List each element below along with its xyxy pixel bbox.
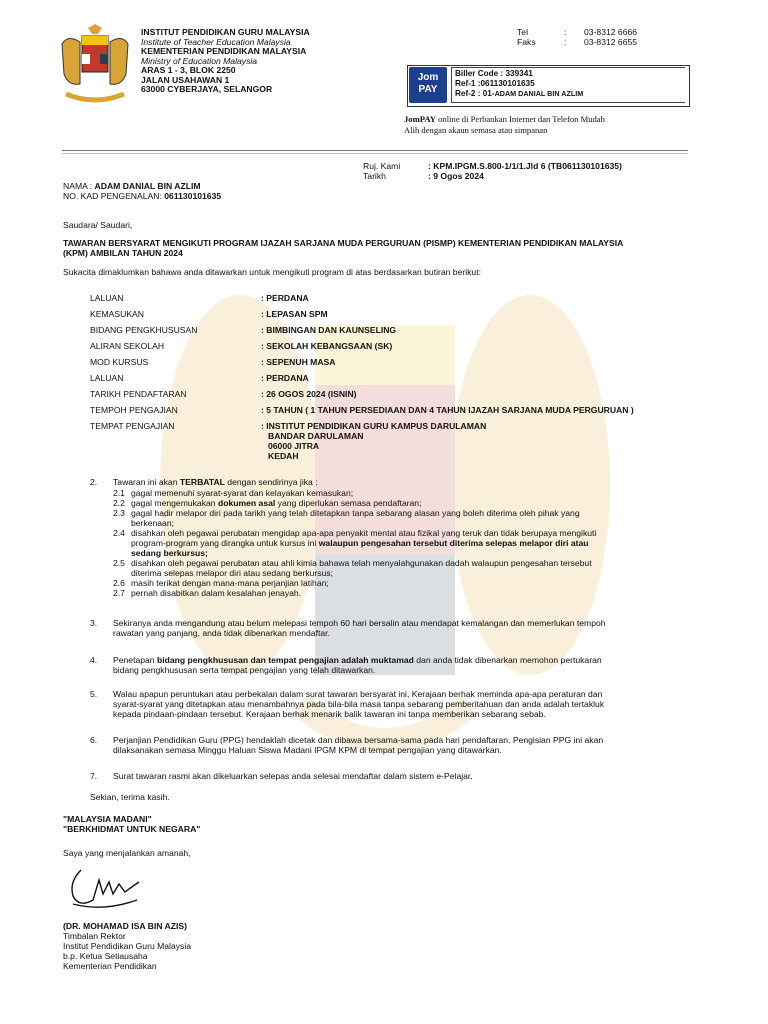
ref1: Ref-1 :061130101635 <box>455 79 535 88</box>
jompay-note-2: Alih dengan akaun semasa atau simpanan <box>404 125 548 135</box>
para-6-text: Perjanjian Pendidikan Guru (PPG) hendaklah dicetak dan dibawa bersama-sama pada hari pendaftaran. Pengisian PPG ini akan <box>113 735 604 745</box>
signatory-title: Institut Pendidikan Guru Malaysia <box>63 941 192 951</box>
item-text: disahkan oleh pegawai perubatan mengidap apa-apa penyakit mental atau fizikal yang teruk dan tidak berupaya mengikuti <box>131 528 597 538</box>
item-text: disahkan oleh pegawai perubatan atau ahli kimia bahawa telah menyalahgunakan dadah walaupun pengesahan tersebut <box>131 558 592 568</box>
para-4-text: Penetapan bidang pengkhususan dan tempat pengajian adalah muktamad dan anda tidak dibenarkan memohon pertukaran <box>113 655 602 665</box>
detail-value: : INSTITUT PENDIDIKAN GURU KAMPUS DARULAMAN <box>261 421 487 431</box>
address-line: JALAN USAHAWAN 1 <box>141 75 230 85</box>
detail-label: BIDANG PENGKHUSUSAN <box>90 325 198 335</box>
date-value: : 9 Ogos 2024 <box>428 171 484 181</box>
divider <box>62 153 688 154</box>
date-label: Tarikh <box>363 171 386 181</box>
closing: Sekian, terima kasih. <box>90 792 170 802</box>
subject-line: (KPM) AMBILAN TAHUN 2024 <box>63 248 183 258</box>
item-number: 2.1 <box>113 488 125 498</box>
detail-value: : 5 TAHUN ( 1 TAHUN PERSEDIAAN DAN 4 TAHUN IJAZAH SARJANA MUDA PERGURUAN ) <box>261 405 634 415</box>
para-number: 5. <box>90 689 98 699</box>
item-number: 2.5 <box>113 558 125 568</box>
para-number: 4. <box>90 655 98 665</box>
para-2-lead: Tawaran ini akan TERBATAL dengan sendirinya jika : <box>113 477 318 487</box>
item-number: 2.3 <box>113 508 125 518</box>
tel-label: Tel <box>517 27 528 37</box>
motto: "BERKHIDMAT UNTUK NEGARA" <box>63 824 201 834</box>
motto: "MALAYSIA MADANI" <box>63 814 152 824</box>
institute-name-en: Institute of Teacher Education Malaysia <box>141 37 291 47</box>
ref2: Ref-2 : 01-ADAM DANIAL BIN AZLIM <box>455 89 584 98</box>
ruj-label: Ruj. Kami <box>363 161 401 171</box>
detail-label: LALUAN <box>90 293 124 303</box>
para-5-text: syarat-syarat yang ditetapkan atau menambahnya pada bila-bila masa tanpa sebarang pemberitahuan dan anda adalah tertakluk <box>113 699 605 709</box>
item-text: pernah disabitkan dalam kesalahan jenayah. <box>131 588 302 598</box>
place-line: BANDAR DARULAMAN <box>268 431 364 441</box>
separator: : <box>564 27 567 37</box>
detail-label: ALIRAN SEKOLAH <box>90 341 165 351</box>
detail-label: KEMASUKAN <box>90 309 144 319</box>
item-text: gagal hadir melapor diri pada tarikh yang telah ditetapkan tanpa sebarang alasan yang boleh diterima oleh pihak yang <box>131 508 580 518</box>
detail-value: : SEKOLAH KEBANGSAAN (SK) <box>261 341 393 351</box>
biller-code: Biller Code : 339341 <box>455 69 533 78</box>
detail-value: : BIMBINGAN DAN KAUNSELING <box>261 325 397 335</box>
item-text: berkenaan; <box>131 518 175 528</box>
detail-value: : SEPENUH MASA <box>261 357 336 367</box>
jompay-note: JomPAY online di Perbankan Internet dan Telefon Mudah <box>404 114 605 124</box>
para-3-text: Sekiranya anda mengandung atau belum melepasi tempoh 60 hari bersalin atau mendapat kemalangan dan memerlukan tempoh <box>113 618 606 628</box>
para-5-text: kepada pindaan-pindaan tersebut. Kerajaan berhak menarik balik tawaran ini tanpa memberikan sebarang sebab. <box>113 709 546 719</box>
ministry-name: KEMENTERIAN PENDIDIKAN MALAYSIA <box>141 46 307 56</box>
para-number: 7. <box>90 771 98 781</box>
address-line: 63000 CYBERJAYA, SELANGOR <box>141 84 273 94</box>
jompay-logo: Jom PAY <box>409 67 447 103</box>
recipient-ic: NO. KAD PENGENALAN: 061130101635 <box>63 191 222 201</box>
malaysia-crest-icon <box>58 24 132 104</box>
signatory-name: (DR. MOHAMAD ISA BIN AZIS) <box>63 921 187 931</box>
ruj-value: : KPM.IPGM.S.800-1/1/1.Jld 6 (TB061130101635) <box>428 161 622 171</box>
detail-label: TEMPOH PENGAJIAN <box>90 405 178 415</box>
amanah-text: Saya yang menjalankan amanah, <box>63 848 191 858</box>
detail-value: : 26 OGOS 2024 (ISNIN) <box>261 389 357 399</box>
item-number: 2.6 <box>113 578 125 588</box>
item-text: sedang berkursus; <box>131 548 208 558</box>
para-5-text: Walau apapun peruntukan atau perbekalan dalam surat tawaran bersyarat ini, Kerajaan berhak meminda apa-apa peraturan dan <box>113 689 603 699</box>
para-number: 2. <box>90 477 98 487</box>
item-text: gagal memenuhi syarat-syarat dan kelayakan kemasukan; <box>131 488 354 498</box>
divider <box>62 150 688 151</box>
recipient-name: NAMA : ADAM DANIAL BIN AZLIM <box>63 181 201 191</box>
para-number: 3. <box>90 618 98 628</box>
fax-number: 03-8312 6655 <box>584 37 638 47</box>
separator: : <box>564 37 567 47</box>
para-3-text: rawatan yang panjang, anda tidak dibenarkan mendaftar. <box>113 628 330 638</box>
para-7-text: Surat tawaran rasmi akan dikeluarkan selepas anda selesai mendaftar dalam sistem e-Pelajar. <box>113 771 473 781</box>
detail-label: LALUAN <box>90 373 124 383</box>
item-text: program-program yang dirangka untuk kursus ini walaupun pengesahan tersebut diterima selepas melapor diri atau <box>131 538 589 548</box>
item-number: 2.2 <box>113 498 125 508</box>
salutation: Saudara/ Saudari, <box>63 220 133 230</box>
para-6-text: dilaksanakan semasa Minggu Haluan Siswa Madani IPGM KPM di tempat pengajian yang ditawarkan. <box>113 745 502 755</box>
subject-line: TAWARAN BERSYARAT MENGIKUTI PROGRAM IJAZAH SARJANA MUDA PERGURUAN (PISMP) KEMENTERIAN PENDIDIKAN MALAYSIA <box>63 238 624 248</box>
para-number: 6. <box>90 735 98 745</box>
fax-label: Faks <box>517 37 536 47</box>
detail-value: : LEPASAN SPM <box>261 309 328 319</box>
signatory-title: Kementerian Pendidikan <box>63 961 157 971</box>
tel-number: 03-8312 6666 <box>584 27 638 37</box>
item-text: masih terikat dengan mana-mana perjanjian latihan; <box>131 578 329 588</box>
item-number: 2.7 <box>113 588 125 598</box>
para-4-text: bidang pengkhususan serta tempat pengajian yang telah ditawarkan. <box>113 665 376 675</box>
detail-value: : PERDANA <box>261 373 309 383</box>
intro-text: Sukacita dimaklumkan bahawa anda ditawarkan untuk mengikuti program di atas berdasarkan butiran berikut: <box>63 267 481 277</box>
signature-icon <box>63 860 143 915</box>
place-line: 06000 JITRA <box>268 441 320 451</box>
address-line: ARAS 1 - 3, BLOK 2250 <box>141 65 236 75</box>
signatory-title: Timbalan Rektor <box>63 931 126 941</box>
item-text: gagal mengemukakan dokumen asal yang diperlukan semasa pendaftaran; <box>131 498 422 508</box>
place-line: KEDAH <box>268 451 299 461</box>
detail-label: TARIKH PENDAFTARAN <box>90 389 187 399</box>
item-number: 2.4 <box>113 528 125 538</box>
detail-label: TEMPAT PENGAJIAN <box>90 421 175 431</box>
institute-name: INSTITUT PENDIDIKAN GURU MALAYSIA <box>141 27 310 37</box>
ministry-name-en: Ministry of Education Malaysia <box>141 56 258 66</box>
detail-label: MOD KURSUS <box>90 357 149 367</box>
signatory-title: b.p. Ketua Setiausaha <box>63 951 148 961</box>
detail-value: : PERDANA <box>261 293 309 303</box>
item-text: diterima selepas melapor diri atau sedang berkursus; <box>131 568 334 578</box>
